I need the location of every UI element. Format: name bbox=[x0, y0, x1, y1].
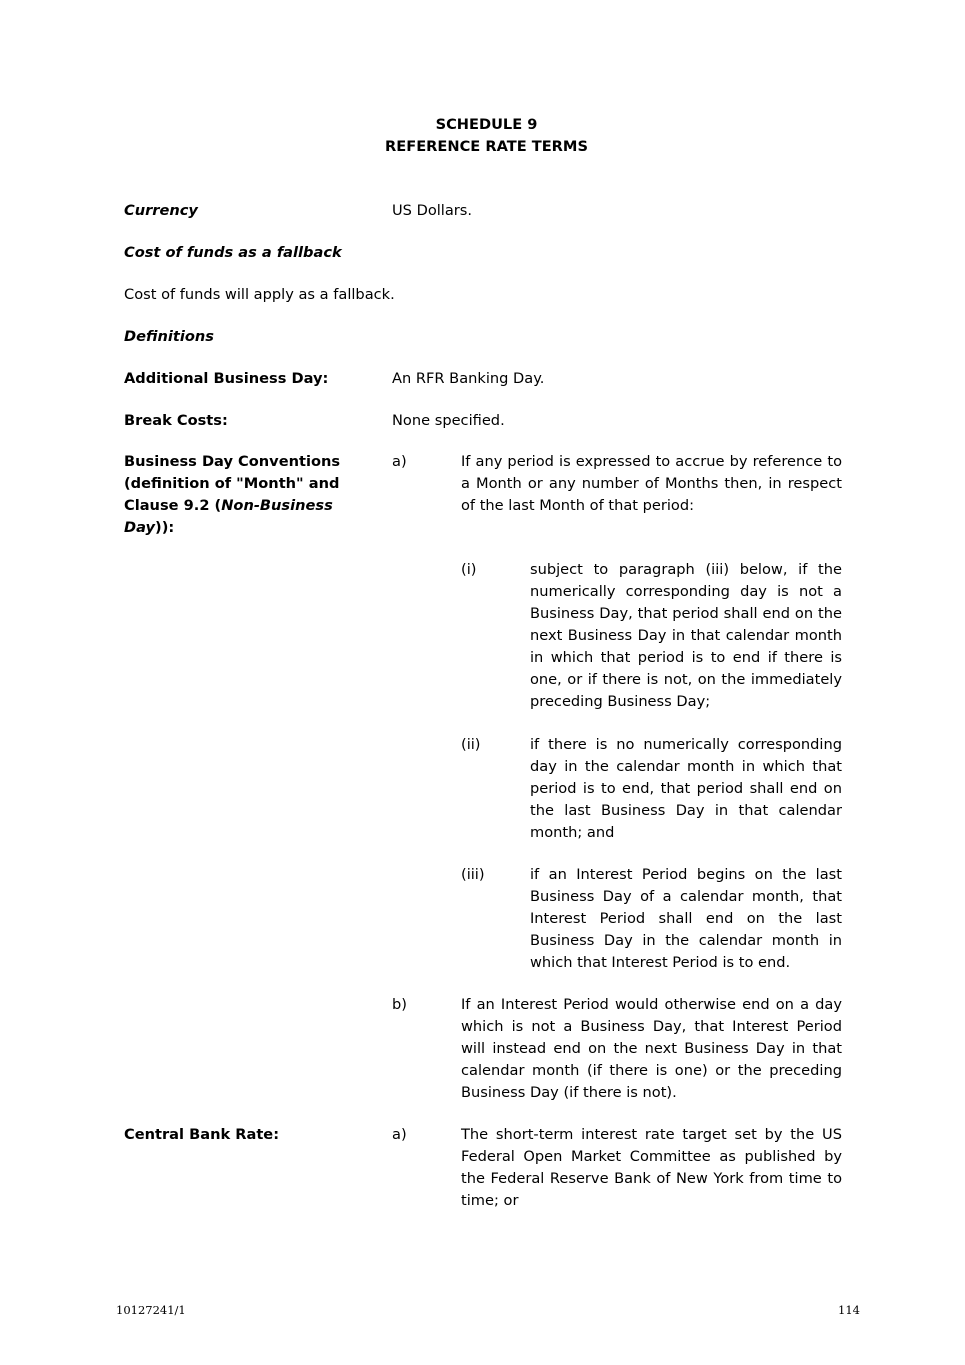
bdc-a-text: If any period is expressed to accrue by reference to a Month or any number of Months then, in respect of the last Month of that period: bbox=[461, 453, 842, 514]
cbr-a-text: The short-term interest rate target set by the US Federal Open Market Committee as published by the Federal Reserve Bank of New York from time to time; or bbox=[461, 1126, 842, 1209]
bdc-iii-text: if an Interest Period begins on the last Business Day of a calendar month, that Interest Period shall end on the last Business Day in the calendar month in which that Interest Period is to end. bbox=[530, 866, 842, 971]
bdc-b-text: If an Interest Period would otherwise end on a day which is not a Business Day, that Interest Period will instead end on the next Business Day in that calendar month (if there is one) or the preceding Business Day (if there is not). bbox=[461, 996, 842, 1101]
bdc-ii-marker: (ii) bbox=[461, 736, 481, 753]
bdc-b-marker: b) bbox=[392, 996, 407, 1013]
bdc-label-part2: )): bbox=[155, 519, 175, 536]
currency-value: US Dollars. bbox=[392, 202, 473, 219]
schedule-title: SCHEDULE 9 bbox=[435, 116, 538, 133]
additional-business-day-label: Additional Business Day: bbox=[124, 370, 329, 387]
footer-doc-ref: 10127241/1 bbox=[116, 1303, 186, 1317]
bdc-i-text: subject to paragraph (iii) below, if the numerically corresponding day is not a Business Day, that period shall end on the next Business Day in that calendar month in which that period is to end if there is one, or if there is not, on the immediately preceding Business Day; bbox=[530, 561, 842, 710]
additional-business-day-value: An RFR Banking Day. bbox=[392, 370, 545, 387]
cbr-a-marker: a) bbox=[392, 1126, 407, 1143]
footer-page-number: 114 bbox=[838, 1303, 860, 1317]
bdc-ii-text: if there is no numerically corresponding day in the calendar month in which that period is to end, that period shall end on the last Business Day in that calendar month; and bbox=[530, 736, 842, 841]
bdc-label-part1: Business Day Conventions (definition of "Month" and Clause 9.2 ( bbox=[124, 453, 341, 514]
bdc-iii-marker: (iii) bbox=[461, 866, 485, 883]
schedule-subtitle: REFERENCE RATE TERMS bbox=[385, 138, 588, 155]
break-costs-value: None specified. bbox=[392, 412, 505, 429]
central-bank-rate-label: Central Bank Rate: bbox=[124, 1126, 280, 1143]
business-day-conventions-label bbox=[124, 451, 349, 539]
bdc-label-italic: Non-Business Day bbox=[124, 497, 333, 536]
currency-label: Currency bbox=[124, 202, 198, 219]
break-costs-label: Break Costs: bbox=[124, 412, 228, 429]
cost-of-funds-heading: Cost of funds as a fallback bbox=[124, 244, 342, 261]
bdc-i-marker: (i) bbox=[461, 561, 477, 578]
cost-of-funds-text: Cost of funds will apply as a fallback. bbox=[124, 286, 395, 303]
definitions-heading: Definitions bbox=[124, 328, 214, 345]
bdc-a-marker: a) bbox=[392, 453, 407, 470]
